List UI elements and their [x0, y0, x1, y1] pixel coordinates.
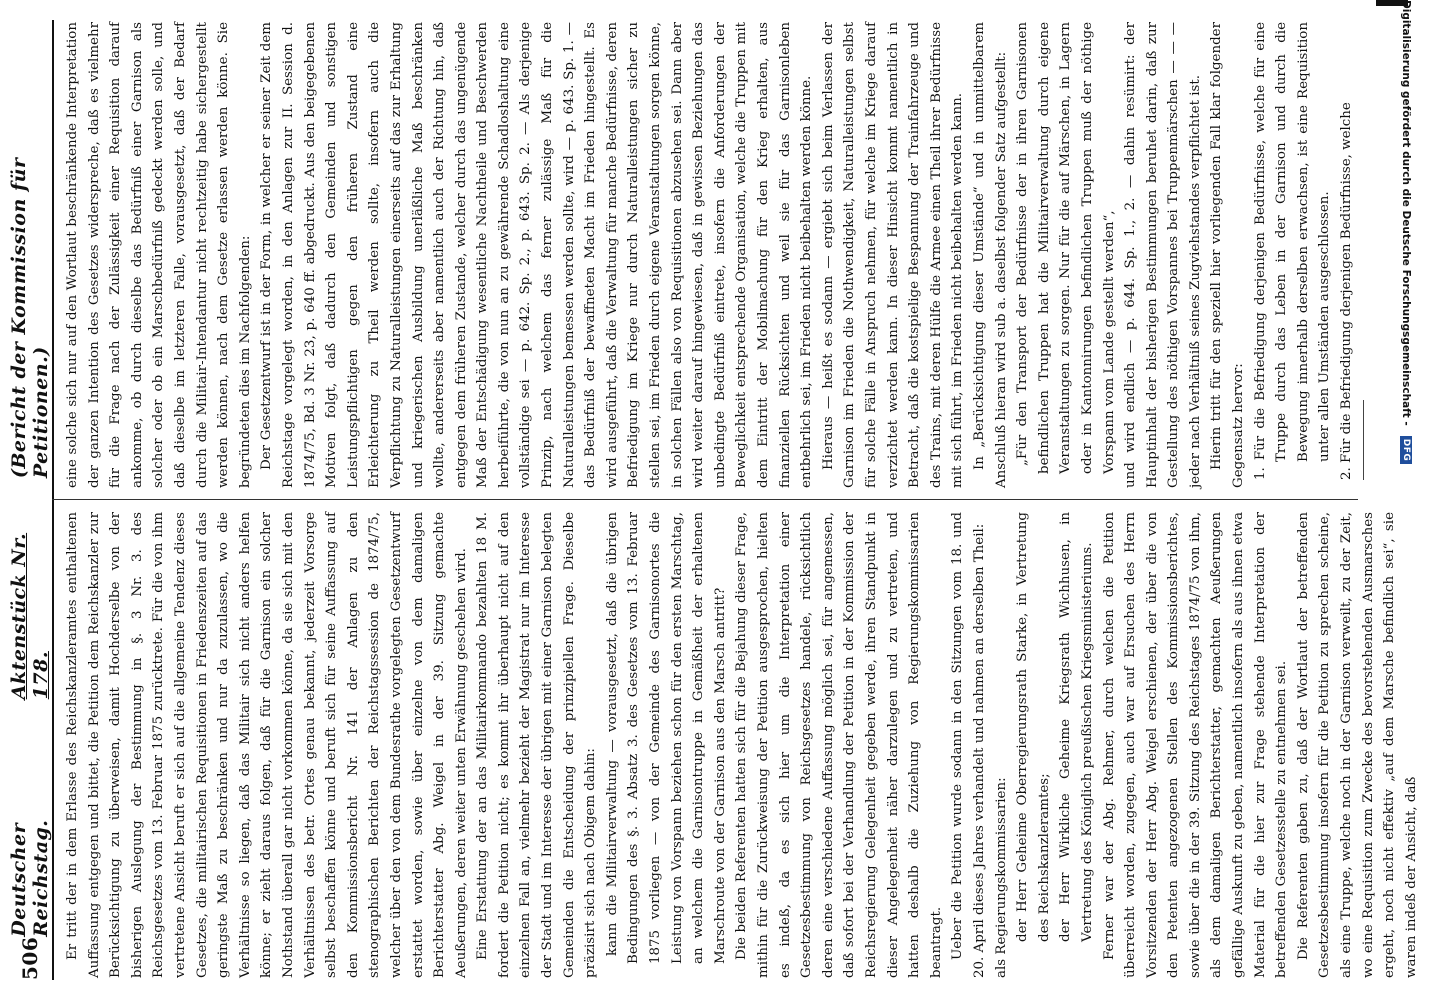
list-item: 1. Für die Befriedigung derjenigen Bedürfnisse, welche für eine Truppe durch das Leben in der Garnison und durch die Bewegung innerhalb derselben erwachsen, ist eine Requisition unter allen Umständen ausgeschlossen. — [1252, 22, 1333, 480]
section-title: (Bericht der Kommission für Petitionen.) — [8, 157, 52, 479]
column-divider — [52, 499, 1358, 500]
paragraph: Der Gesetzentwurf ist in der Form, in welcher er seiner Zeit dem Reichstage vorgelegt worden, in den Anlagen zur II. Session d. 1874/75, Bd. 3 Nr. 23, p. 640 ff. abgedruckt. Aus den beigegebenen Motiven folgt, daß dadurch den Gemeinden und sonstigen Leistungspflichtigen gegen den früheren Zustand eine Erleichterung zu Theil werden sollte, insofern auch die Verpflichtung zu Naturalleistungen einerseits auf das zur Erhaltung und kriegerischen Ausbildung unerläßliche Maß beschränken wollte, andererseits aber namentlich auch der Richtung hin, daß entgegen dem früheren Zustande, welcher durch das ungenügende Maß der Entschädigung wesentliche Nachtheile und Beschwerden herbeiführte, die von nun an zu gewährende Schadloshaltung eine vollständige sei — p. 642. Sp. 2., p. 643. Sp. 2. — Als derjenige Prinzip, nach welchem das ferner zulässige Maß für die Naturalleistungen bemessen werden sollte, wird — p. 643. Sp. 1. — das Bedürfniß der bewaffneten Macht im Frieden hingestellt. Es wird ausgeführt, daß die Verwaltung für manche Bedürfnisse, deren Befriedigung im Kriege nur durch Naturalleistungen sicher zu stellen sei, im Frieden durch eigene Veranstaltungen sorgen könne, in solchen Fällen also von Requisitionen abzusehen sei. Dann aber wird weiter darauf hingewiesen, daß in gewissen Beziehungen das unbedingte Bedürfniß eintrete, insofern die Anforderungen der Beweglichkeit entsprechende Organisation, welche die Truppen mit dem Eintritt der Mobilmachung für den Krieg erhalten, aus finanziellen Rücksichten und weil sie für das Garnisonleben entbehrlich sei, im Frieden nicht beibehalten werden könne. — [259, 22, 815, 488]
credit-text: Digitalisierung gefördert durch die Deutsche Forschungsgemeinschaft - — [1400, 0, 1412, 426]
paragraph: eine solche sich nur auf den Wortlaut beschränkende Interpretation der ganzen Intention des Gesetzes widerspreche, daß es vielmehr für die Frage nach der Zulässigkeit einer Requisition darauf ankomme, ob durch dieselbe das Bedürfniß einer Garnison als solcher oder ob ein Marschbedürfniß gedeckt werden solle, und daß dieselbe im letzteren Falle, vorausgesetzt, daß der Bedarf durch die Militair-Intendantur nicht rechtzeitig habe sichergestellt werden können, nach dem Gesetze erlassen werden könne. Sie begründeten dies im Nachfolgenden: — [65, 22, 253, 488]
right-column — [62, 22, 1355, 488]
paragraph: Die beiden Referenten hatten sich für die Bejahung dieser Frage, mithin für die Zurückweisung der Petition ausgesprochen, hielten es indeß, da es sich hier um die Interpretation einer Gesetzesbestimmung von Reichsgesetzes handele, rücksichtlich deren eine verschiedene Auffassung möglich sei, für angemessen, daß sofort bei der Verhandlung der Petition in der Kommission der Reichsregierung Gelegenheit gegeben werde, ihren Standpunkt in dieser Angelegenheit näher darzulegen und zu vertreten, und hatten deshalb die Zuziehung von Regierungskommissarien beantragt. — [734, 512, 944, 978]
paragraph: Hieraus — heißt es sodann — ergiebt sich beim Verlassen der Garnison im Frieden die Nothwendigkeit, Naturalleistungen selbst für solche Fälle in Anspruch nehmen, für welche im Kriege darauf verzichtet werden kann. In dieser Hinsicht kommt namentlich in Betracht, daß die kostspielige Bespannung der Trainfahrzeuge und des Trains, mit deren Hülfe die Armee einen Theil ihrer Bedürfnisse mit sich führt, im Frieden nicht beibehalten werden kann. — [820, 22, 966, 488]
paragraph: Ueber die Petition wurde sodann in den Sitzungen vom 18. und 20. April dieses Jahres verhandelt und nahmen an derselben Theil: — [950, 512, 987, 978]
paragraph: Die Referenten gaben zu, daß der Wortlaut der betreffenden Gesetzesbestimmung insofern für die Petition zu sprechen scheine, als eine Truppe, welche noch in der Garnison verweilt, zu der Zeit, wo eine Requisition zum Zwecke des bevorstehenden Ausmarsches ergeht, noch nicht effektiv „auf dem Marsche befindlich sei“, sie waren indeß der Ansicht, daß — [1295, 512, 1419, 978]
paragraph: Eine Erstattung der an das Militairkommando bezahlten 18 M. fordert die Petition nicht; es kommt ihr überhaupt nicht auf den einzelnen Fall an, vielmehr bezieht der Magistrat nur im Interesse der Stadt und im Interesse der übrigen mit einer Garnison belegten Gemeinden die Entscheidung der prinzipiellen Frage. Dieselbe präzisirt sich nach Obigem dahin: — [475, 512, 599, 978]
page-header — [8, 20, 52, 980]
paragraph: als Regierungskommissarien: — [993, 777, 1009, 978]
page-number: 506 — [18, 936, 42, 980]
dfg-logo: DFG — [1400, 436, 1412, 465]
paragraph: kann die Militairverwaltung — vorausgesetzt, daß die übrigen Bedingungen des §. 3. Absatz 3. des Gesetzes vom 13. Februar 1875 vorliegen — von der Gemeinde des Garnisonortes die Leistung von Vorspann beziehen schon für den ersten Marschtag, an welchem die Garnisontruppe in Gemäßheit der erhaltenen Marschroute von der Garnison aus den Marsch antritt? — [604, 512, 728, 964]
credit-strip — [1388, 0, 1424, 1000]
paragraph: der Herr Wirkliche Geheime Kriegsrath Wichhusen, in Vertretung des Königlich preußischen Kriegsministeriums. — [1058, 512, 1095, 942]
publication-title: Deutscher Reichstag. — [8, 819, 52, 937]
paragraph: Ferner war der Abg. Rehmer, durch welchen die Petition überreicht worden, zugegen, auch war auf Ersuchen des Herrn Vorsitzenden der Herr Abg. Weigel erschienen, der über die von den Petenten angezogenen Stellen des Kommissionsberichtes, sowie über die in der 39. Sitzung des Reichstages 1874/75 von ihm, als dem damaligen Berichterstatter, gemachten Aeußerungen gefällige Auskunft zu geben, namentlich insofern als aus ihnen etwa Material für die hier zur Frage stehende Interpretation der betreffenden Gesetzesstelle zu entnehmen sei. — [1101, 512, 1290, 978]
left-column — [62, 512, 1419, 978]
document-number: Aktenstück Nr. 178. — [8, 532, 52, 700]
paragraph: und wird endlich — p. 644. Sp. 1., 2. — dahin resümirt: der Hauptinhalt der bisherigen Bestimmungen beruhet darin, daß zur Gestellung des nöthigen Vorspannes bei Truppenmärschen — — — jeder nach Verhältniß seines Zugviehstandes verpflichtet ist. — [1123, 22, 1203, 488]
paragraph: der Herr Geheime Oberregierungsrath Starke, in Vertretung des Reichskanzleramtes; — [1015, 512, 1052, 942]
footer-rule — [1363, 400, 1364, 480]
paragraph: Hierin tritt für den speziell hier vorliegenden Fall klar folgender Gegensatz hervor: — [1209, 22, 1247, 488]
paragraph: In „Berücksichtigung dieser Umstände“ und in unmittelbarem Anschluß hieran wird sub a. daselbst folgender Satz aufgestellt: — [971, 22, 1009, 488]
paragraph: Er tritt der in dem Erlasse des Reichskanzleramtes enthaltenen Auffassung entgegen und bittet, die Petition dem Reichskanzler zur Berücksichtigung zu überweisen, damit Hochderselbe von der bisherigen Auslegung der Bestimmung in §. 3 Nr. 3. des Reichsgesetzes vom 13. Februar 1875 zurücktrete. Für die von ihm vertretene Ansicht beruft er sich auf die allgemeine Tendenz dieses Gesetzes, die militairischen Requisitionen in Friedenszeiten auf das geringste Maß zu beschränken und nur da zuzulassen, wo die Verhältnisse so liegen, daß das Militair sich nicht anders helfen könne; er zieht daraus folgen, daß für die Garnison ein solcher Nothstand überall gar nicht vorkommen könne, da sie sich mit den Verhältnissen des betr. Ortes genau bekannt, jederzeit Vorsorge selbst beschaffen könne und beruft sich für seine Auffassung auf den Kommissionsbericht Nr. 141 der Anlagen zu den stenographischen Berichten der Reichstagssession de 1874/75, welcher über den von dem Bundesrathe vorgelegten Gesetzentwurf erstattet worden, sowie über einzelne von dem damaligen Berichterstatter Abg. Weigel in der 39. Sitzung gemachte Aeußerungen, deren weiter unten Erwähnung geschehen wird. — [65, 512, 469, 978]
paragraph: „Für den Transport der Bedürfnisse der in ihren Garnisonen befindlichen Truppen hat die Militairverwaltung durch eigene Veranstaltungen zu sorgen. Nur für die auf Märschen, in Lagern oder in Kantonnirungen befindlichen Truppen muß der nöthige Vorspann vom Lande gestellt werden“, — [1015, 22, 1117, 474]
digitization-credit — [1396, 0, 1432, 1000]
list-item: 2. Für die Befriedigung derjenigen Bedürfnisse, welche — [1339, 102, 1355, 480]
header-rule — [52, 20, 54, 980]
